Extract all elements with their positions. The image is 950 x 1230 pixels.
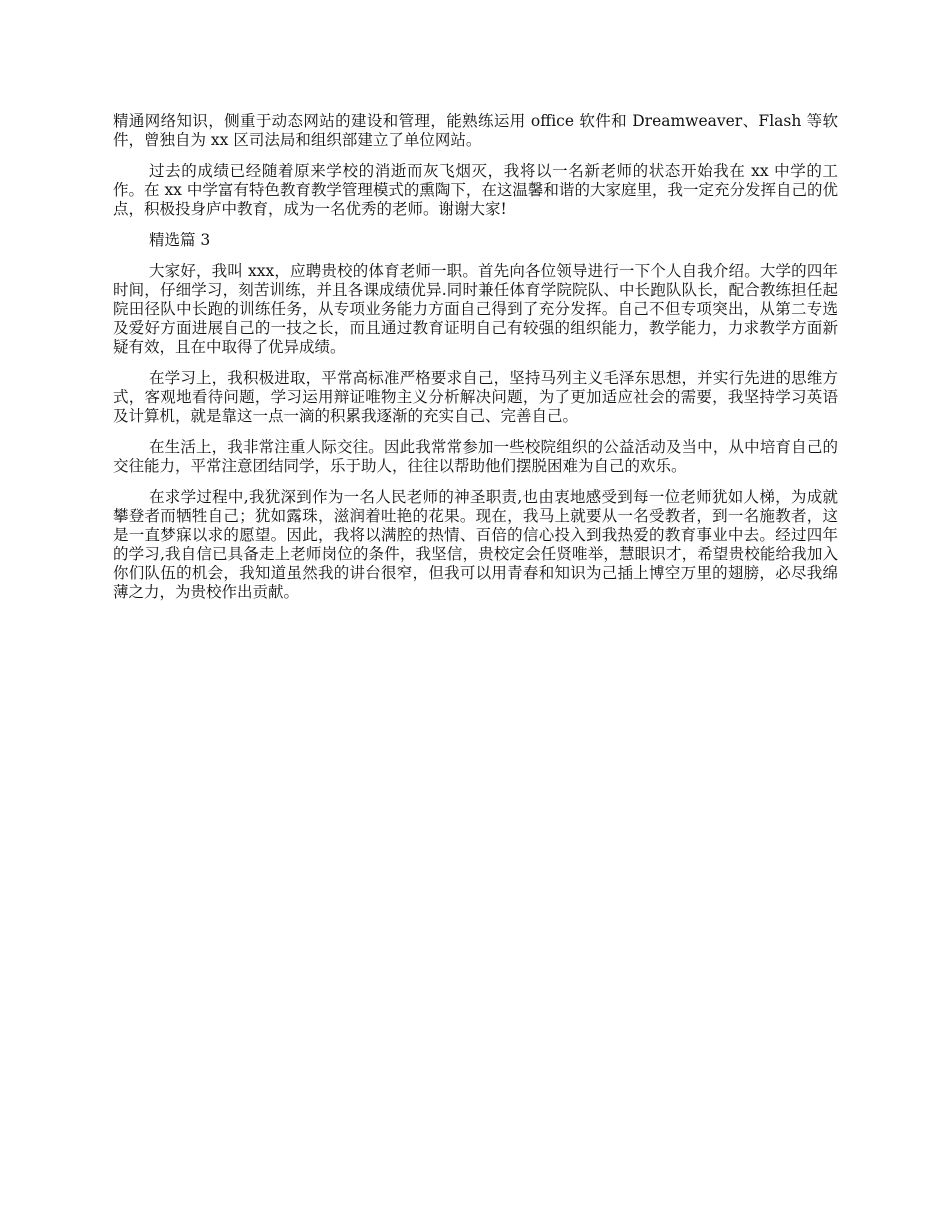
paragraph-study: 在学习上，我积极进取，平常高标准严格要求自己，坚持马列主义毛泽东思想，并实行先进的思维方式，客观地看待问题，学习运用辩证唯物主义分析解决问题，为了更加适应社会的需要，我坚持学习英语及计算机，就是靠这一点一滴的积累我逐渐的充实自己、完善自己。 bbox=[113, 369, 838, 425]
paragraph-introduction: 大家好，我叫 xxx，应聘贵校的体育老师一职。首先向各位领导进行一下个人自我介绍。大学的四年时间，仔细学习，刻苦训练，并且各课成绩优异.同时兼任体育学院院队、中长跑队队长，配合教练担任起院田径队中长跑的训练任务，从专项业务能力方面自己得到了充分发挥。自己不但专项突出，从第二专选及爱好方面进展自己的一技之长，而且通过教育证明自己有较强的组织能力，教学能力，力求教学方面新疑有效，且在中取得了优异成绩。 bbox=[113, 262, 838, 356]
section-heading: 精选篇 3 bbox=[149, 231, 211, 249]
paragraph-closing-remarks: 过去的成绩已经随着原来学校的消逝而灰飞烟灭，我将以一名新老师的状态开始我在 xx 中学的工作。在 xx 中学富有特色教育教学管理模式的熏陶下，在这温馨和谐的大家庭里，我一定充分发挥自己的优点，积极投身庐中教育，成为一名优秀的老师。谢谢大家! bbox=[113, 162, 838, 218]
paragraph-life: 在生活上，我非常注重人际交往。因此我常常参加一些校院组织的公益活动及当中，从中培育自己的交往能力，平常注意团结同学，乐于助人，往往以帮助他们摆脱困难为自己的欢乐。 bbox=[113, 438, 838, 475]
document-body bbox=[113, 112, 838, 614]
paragraph-aspiration: 在求学过程中,我犹深到作为一名人民老师的神圣职责,也由衷地感受到每一位老师犹如人梯，为成就攀登者而牺牲自己；犹如露珠，滋润着吐艳的花果。现在，我马上就要从一名受教者，到一名施教者，这是一直梦寐以求的愿望。因此，我将以满腔的热情、百倍的信心投入到我热爱的教育事业中去。经过四年的学习,我自信已具备走上老师岗位的条件，我坚信，贵校定会任贤唯举，慧眼识才，希望贵校能给我加入你们队伍的机会，我知道虽然我的讲台很窄，但我可以用青春和知识为己插上博空万里的翅膀，必尽我绵薄之力，为贵校作出贡献。 bbox=[113, 488, 838, 601]
paragraph-web-skills: 精通网络知识，侧重于动态网站的建设和管理，能熟练运用 office 软件和 Dreamweaver、Flash 等软件，曾独自为 xx 区司法局和组织部建立了单位网站。 bbox=[113, 112, 838, 149]
